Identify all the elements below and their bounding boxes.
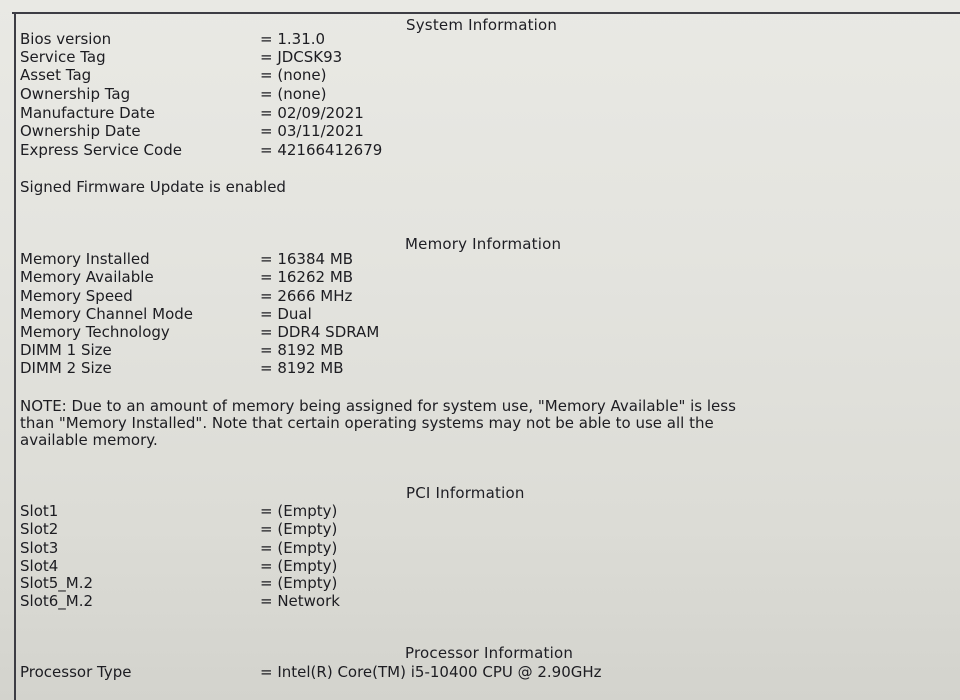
frame-top-border [12, 12, 960, 14]
memory-note-line-2: than "Memory Installed". Note that certain operating systems may not be able to use all the [20, 414, 714, 432]
info-label: Ownership Date [20, 122, 141, 140]
info-value: = (Empty) [260, 520, 338, 538]
info-value: = 16384 MB [260, 250, 354, 268]
info-row-dimm1-size [20, 341, 940, 359]
info-label: Manufacture Date [20, 104, 155, 122]
info-label: Memory Channel Mode [20, 305, 193, 323]
info-value: = (Empty) [260, 539, 338, 557]
info-value: = 8192 MB [260, 341, 344, 359]
info-value: = 2666 MHz [260, 287, 353, 305]
info-row-memory-speed [20, 287, 940, 305]
processor-information-heading: Processor Information [405, 644, 574, 662]
info-value: = Network [260, 592, 340, 610]
info-label: Express Service Code [20, 141, 182, 159]
info-value: = 03/11/2021 [260, 122, 364, 140]
info-row-slot2 [20, 520, 940, 538]
info-row-slot4 [20, 557, 940, 575]
info-value: = 8192 MB [260, 359, 344, 377]
info-row-memory-technology [20, 323, 940, 341]
info-row-processor-type [20, 663, 940, 681]
info-row-ownership-date [20, 122, 940, 140]
info-label: Slot2 [20, 520, 59, 538]
frame-left-border [14, 12, 16, 700]
info-row-express-service-code [20, 141, 940, 159]
info-value: = Intel(R) Core(TM) i5-10400 CPU @ 2.90GHz [260, 663, 602, 681]
info-label: Bios version [20, 30, 112, 48]
info-row-asset-tag [20, 66, 940, 84]
memory-information-heading: Memory Information [405, 235, 562, 253]
info-row-bios-version [20, 30, 940, 48]
info-value: = 02/09/2021 [260, 104, 364, 122]
signed-firmware-status: Signed Firmware Update is enabled [20, 178, 286, 196]
info-label: Memory Installed [20, 250, 150, 268]
info-label: Slot1 [20, 502, 59, 520]
system-information-heading: System Information [406, 16, 558, 34]
info-row-memory-channel-mode [20, 305, 940, 323]
info-value: = 1.31.0 [260, 30, 326, 48]
info-label: Processor Type [20, 663, 132, 681]
info-label: DIMM 2 Size [20, 359, 112, 377]
info-label: Slot3 [20, 539, 59, 557]
info-row-service-tag [20, 48, 940, 66]
info-value: = (Empty) [260, 502, 338, 520]
info-label: Memory Speed [20, 287, 133, 305]
info-label: DIMM 1 Size [20, 341, 112, 359]
info-row-memory-installed [20, 250, 940, 268]
info-row-ownership-tag [20, 85, 940, 103]
info-label: Slot5_M.2 [20, 574, 94, 592]
info-value: = (Empty) [260, 574, 338, 592]
pci-information-heading: PCI Information [406, 484, 525, 502]
memory-note-line-1: NOTE: Due to an amount of memory being assigned for system use, "Memory Available" is less [20, 397, 736, 415]
info-row-slot5-m2 [20, 574, 940, 592]
info-value: = 16262 MB [260, 268, 354, 286]
info-label: Ownership Tag [20, 85, 131, 103]
info-value: = DDR4 SDRAM [260, 323, 380, 341]
info-label: Memory Technology [20, 323, 170, 341]
info-row-slot1 [20, 502, 940, 520]
info-label: Slot6_M.2 [20, 592, 94, 610]
info-label: Slot4 [20, 557, 59, 575]
info-value: = (none) [260, 85, 327, 103]
info-label: Memory Available [20, 268, 154, 286]
info-row-slot3 [20, 539, 940, 557]
info-row-slot6-m2 [20, 592, 940, 610]
info-row-dimm2-size [20, 359, 940, 377]
info-value: = Dual [260, 305, 312, 323]
info-label: Asset Tag [20, 66, 92, 84]
info-row-memory-available [20, 268, 940, 286]
info-row-manufacture-date [20, 104, 940, 122]
info-value: = JDCSK93 [260, 48, 343, 66]
info-label: Service Tag [20, 48, 106, 66]
info-value: = 42166412679 [260, 141, 383, 159]
memory-note-line-3: available memory. [20, 431, 158, 449]
info-value: = (Empty) [260, 557, 338, 575]
info-value: = (none) [260, 66, 327, 84]
